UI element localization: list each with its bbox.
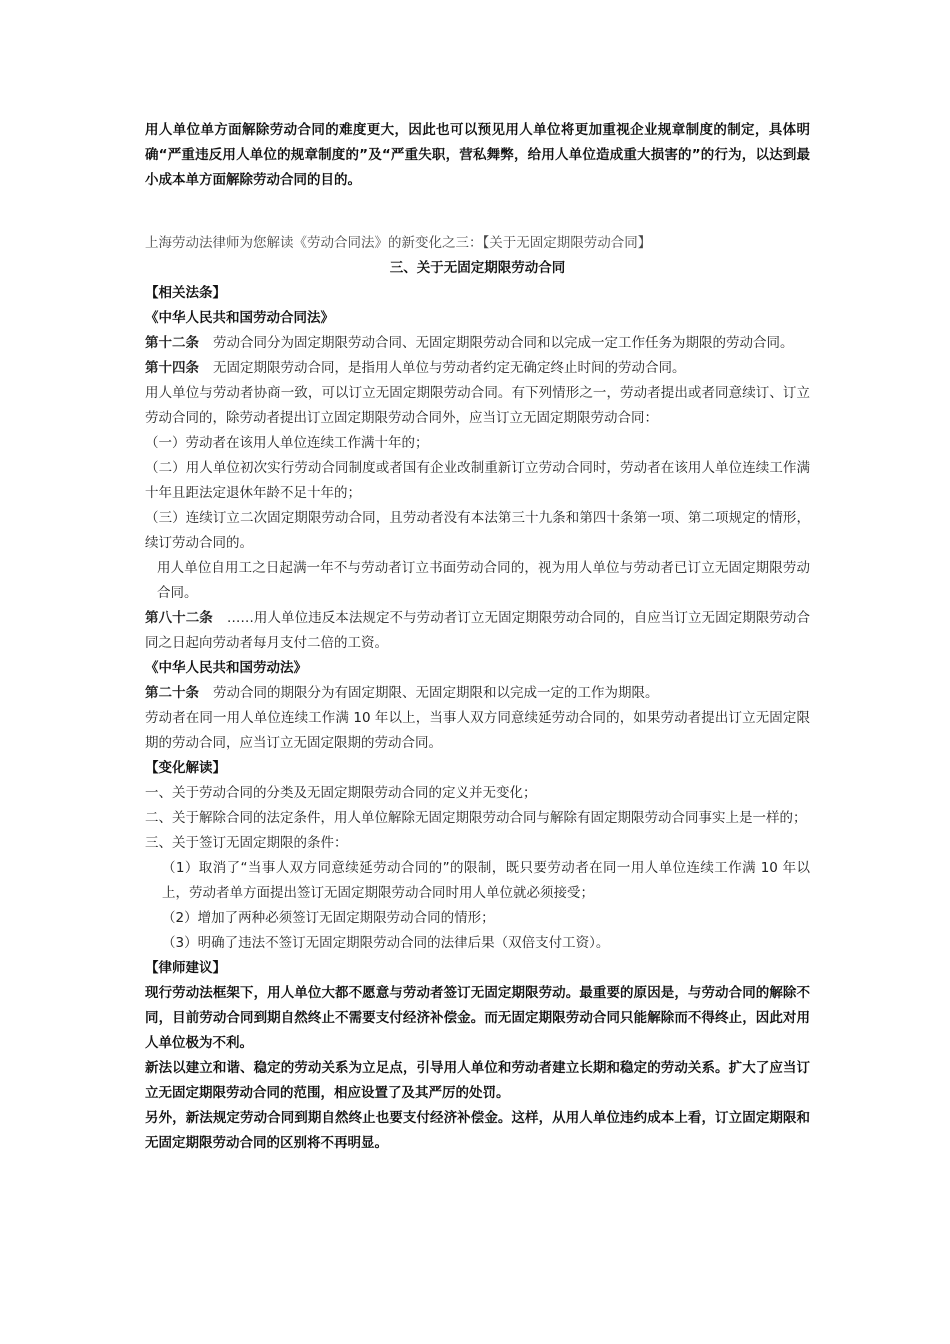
change-3-2: （2）增加了两种必须签订无固定期限劳动合同的情形； bbox=[162, 910, 495, 926]
article-14-head: 第十四条 bbox=[145, 360, 199, 376]
article-20-head: 第二十条 bbox=[145, 685, 199, 701]
change-3-3: （3）明确了违法不签订无固定期限劳动合同的法律后果（双倍支付工资）。 bbox=[162, 935, 610, 951]
article-20-p2: 劳动者在同一用人单位连续工作满 10 年以上，当事人双方同意续延劳动合同的，如果劳动者提出订立无固定限期的劳动合同，应当订立无固定限期的劳动合同。 bbox=[145, 710, 810, 751]
law2-title: 《中华人民共和国劳动法》 bbox=[145, 660, 307, 676]
article-14-item-1: （一）劳动者在该用人单位连续工作满十年的； bbox=[145, 435, 429, 451]
change-3-1: （1）取消了“当事人双方同意续延劳动合同的”的限制，既只要劳动者在同一用人单位连续工作满 10 年以上，劳动者单方面提出签订无固定期限劳动合同时用人单位就必须接受； bbox=[162, 860, 810, 901]
change-2: 二、关于解除合同的法定条件，用人单位解除无固定期限劳动合同与解除有固定期限劳动合同事实上是一样的； bbox=[145, 810, 807, 826]
law1-title: 《中华人民共和国劳动合同法》 bbox=[145, 310, 334, 326]
article-12-text: 劳动合同分为固定期限劳动合同、无固定期限劳动合同和以完成一定工作任务为期限的劳动合同。 bbox=[213, 335, 794, 351]
advice-3: 另外，新法规定劳动合同到期自然终止也要支付经济补偿金。这样，从用人单位违约成本上看，订立固定期限和无固定期限劳动合同的区别将不再明显。 bbox=[145, 1110, 810, 1151]
article-82 bbox=[145, 606, 810, 656]
article-14-p2: 用人单位与劳动者协商一致，可以订立无固定期限劳动合同。有下列情形之一，劳动者提出或者同意续订、订立劳动合同的，除劳动者提出订立固定期限劳动合同外，应当订立无固定期限劳动合同： bbox=[145, 385, 810, 426]
intro-paragraph: 用人单位单方面解除劳动合同的难度更大，因此也可以预见用人单位将更加重视企业规章制度的制定，具体明确“严重违反用人单位的规章制度的”及“严重失职，营私舞弊，给用人单位造成重大损害的”的行为，以达到最小成本单方面解除劳动合同的目的。 bbox=[145, 122, 810, 188]
subtitle: 上海劳动法律师为您解读《劳动合同法》的新变化之三：【关于无固定期限劳动合同】 bbox=[145, 235, 652, 251]
article-14-item-2: （二）用人单位初次实行劳动合同制度或者国有企业改制重新订立劳动合同时，劳动者在该用人单位连续工作满十年且距法定退休年龄不足十年的； bbox=[145, 460, 810, 501]
article-14 bbox=[145, 356, 810, 381]
advice-1: 现行劳动法框架下，用人单位大都不愿意与劳动者签订无固定期限劳动。最重要的原因是，与劳动合同的解除不同，目前劳动合同到期自然终止不需要支付经济补偿金。而无固定期限劳动合同只能解除而不得终止，因此对用人单位极为不利。 bbox=[145, 985, 810, 1051]
article-82-head: 第八十二条 bbox=[145, 610, 213, 626]
advice-2: 新法以建立和谐、稳定的劳动关系为立足点，引导用人单位和劳动者建立长期和稳定的劳动关系。扩大了应当订立无固定期限劳动合同的范围，相应设置了及其严厉的处罚。 bbox=[145, 1060, 810, 1101]
article-20 bbox=[145, 681, 810, 706]
advice-heading: 【律师建议】 bbox=[145, 960, 226, 976]
change-3: 三、关于签订无固定期限的条件： bbox=[145, 835, 348, 851]
article-12 bbox=[145, 331, 810, 356]
article-14-p3: 用人单位自用工之日起满一年不与劳动者订立书面劳动合同的，视为用人单位与劳动者已订立无固定期限劳动合同。 bbox=[157, 560, 810, 601]
change-heading: 【变化解读】 bbox=[145, 760, 226, 776]
article-82-text: ……用人单位违反本法规定不与劳动者订立无固定期限劳动合同的，自应当订立无固定期限劳动合同之日起向劳动者每月支付二倍的工资。 bbox=[145, 610, 811, 651]
article-14-text: 无固定期限劳动合同，是指用人单位与劳动者约定无确定终止时间的劳动合同。 bbox=[213, 360, 686, 376]
document-page bbox=[145, 118, 810, 1156]
section-title: 三、关于无固定期限劳动合同 bbox=[389, 260, 566, 276]
article-20-text: 劳动合同的期限分为有固定期限、无固定期限和以完成一定的工作为期限。 bbox=[213, 685, 659, 701]
article-12-head: 第十二条 bbox=[145, 335, 199, 351]
article-14-item-3: （三）连续订立二次固定期限劳动合同，且劳动者没有本法第三十九条和第四十条第一项、第二项规定的情形，续订劳动合同的。 bbox=[145, 510, 810, 551]
related-heading: 【相关法条】 bbox=[145, 285, 226, 301]
change-1: 一、关于劳动合同的分类及无固定期限劳动合同的定义并无变化； bbox=[145, 785, 537, 801]
